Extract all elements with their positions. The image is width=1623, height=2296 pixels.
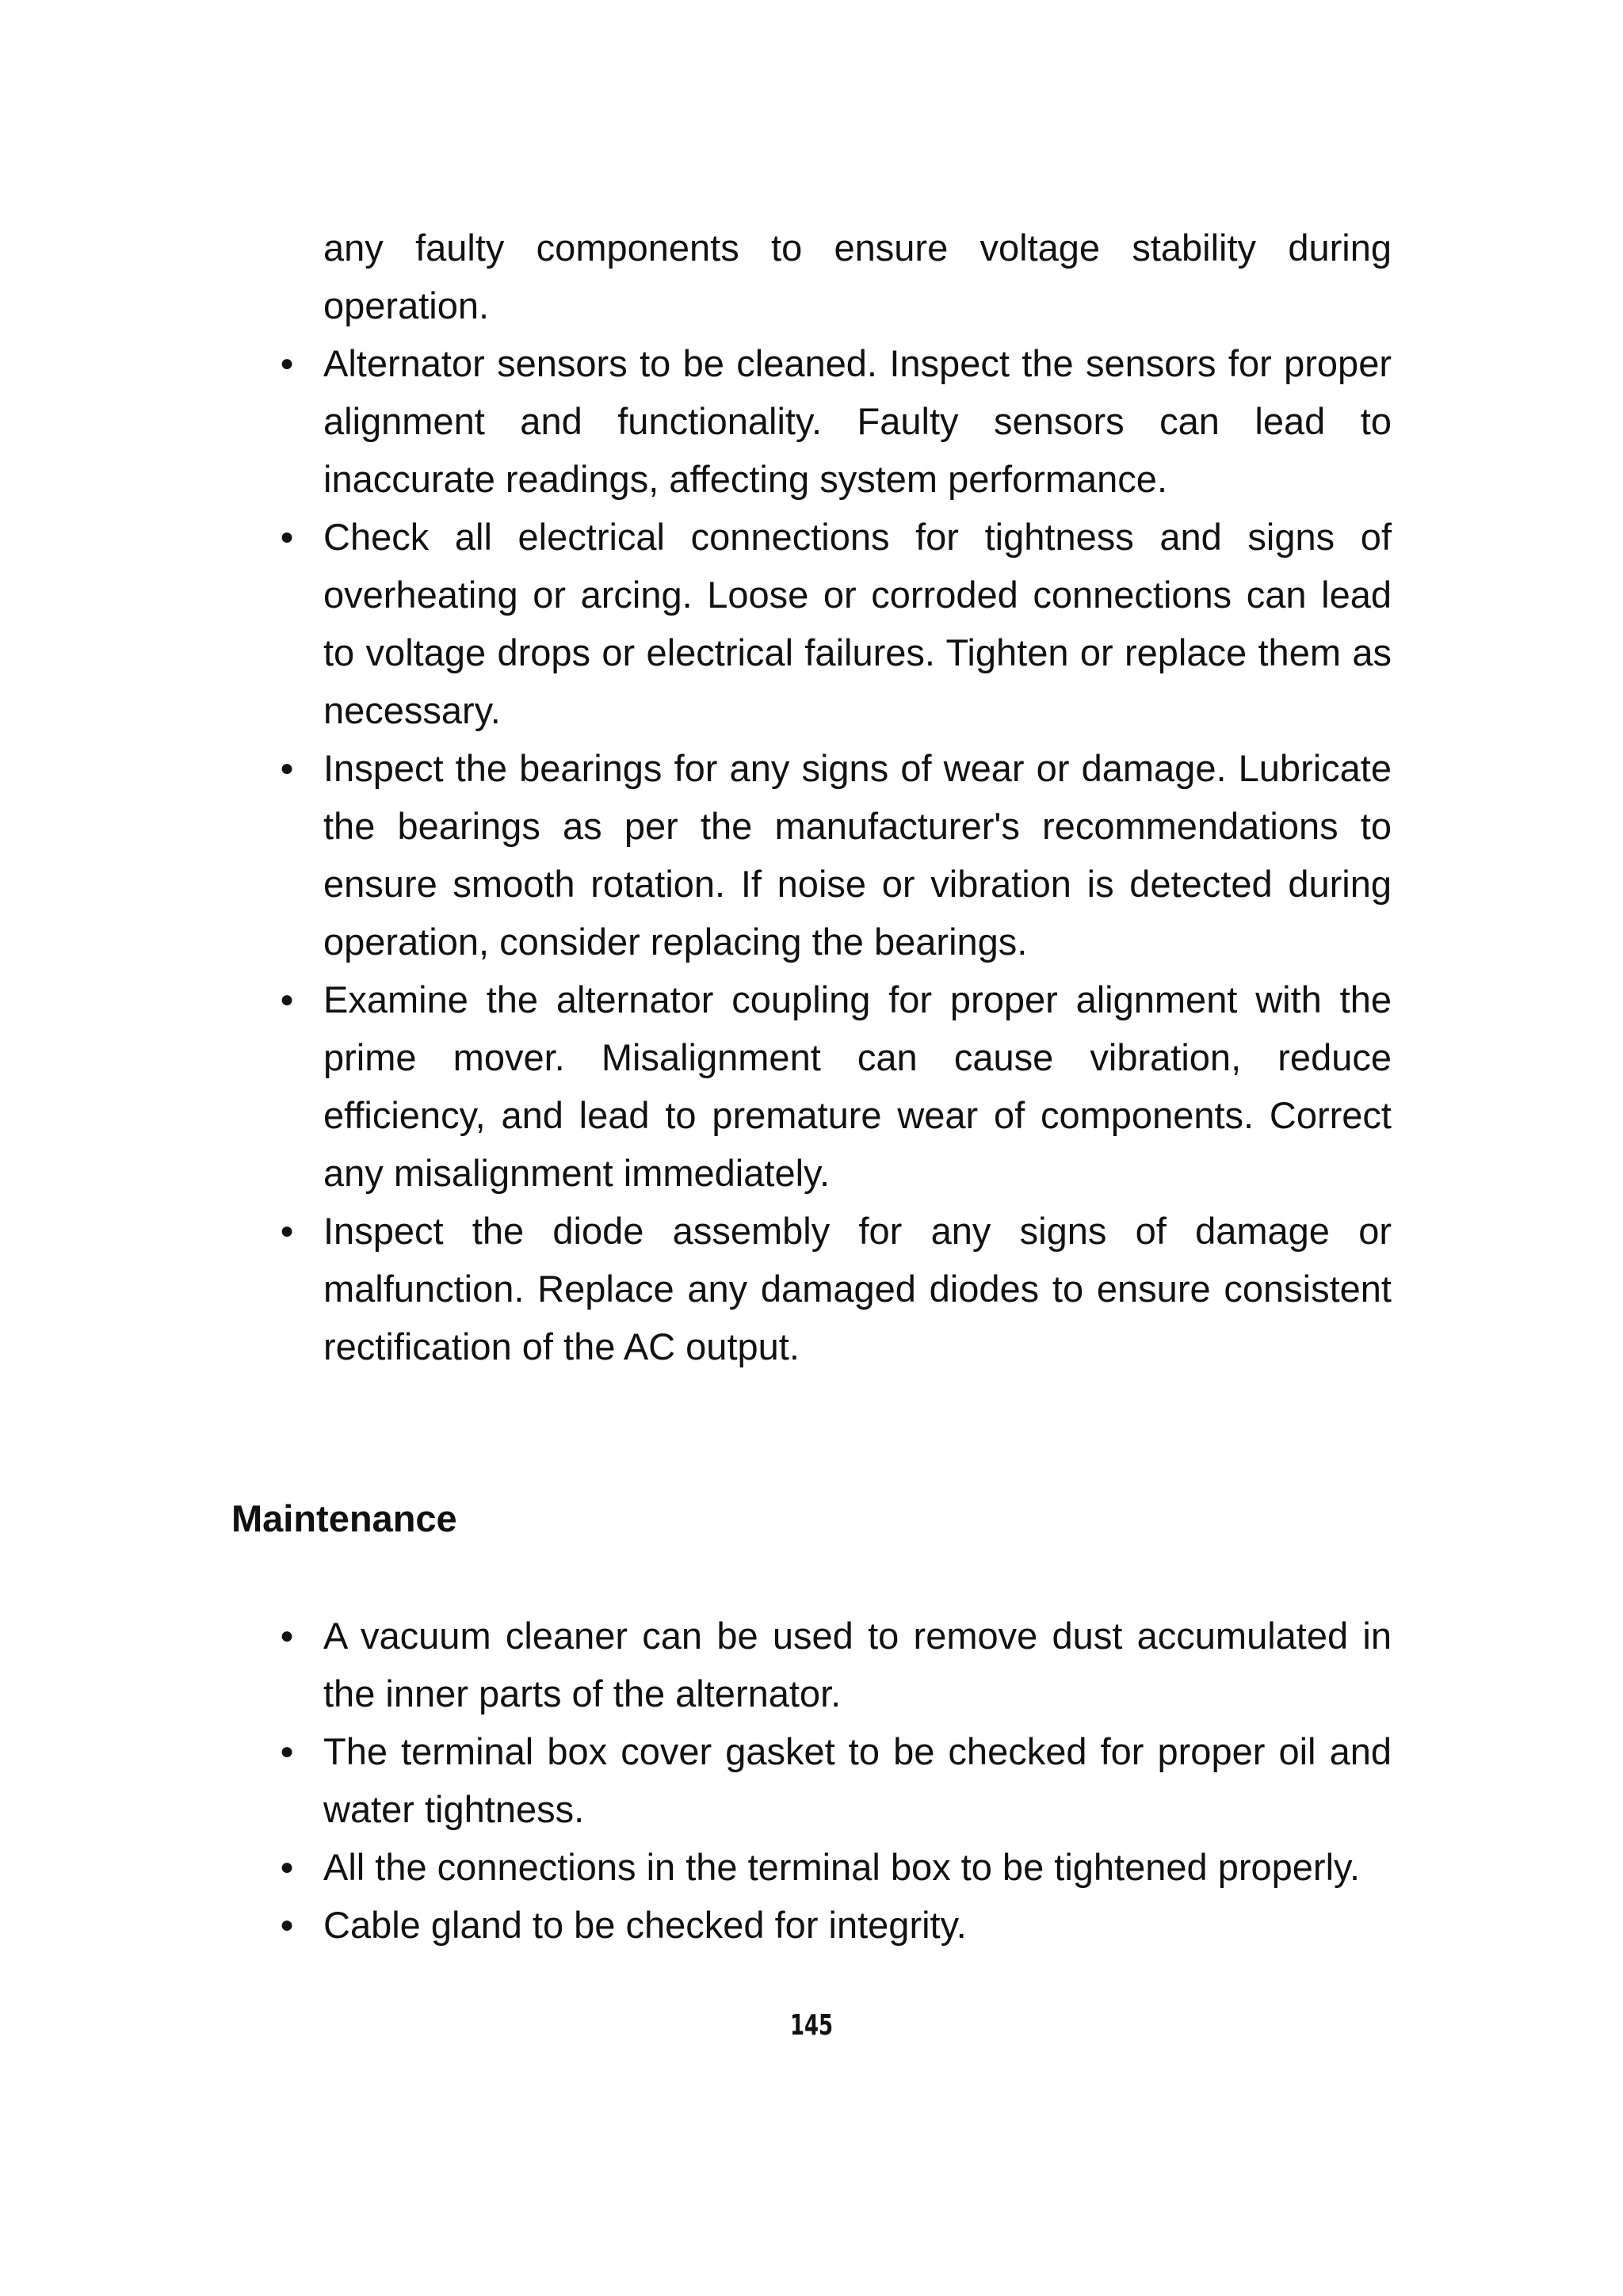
list-item: ● Cable gland to be checked for integrity. — [323, 1896, 1392, 1954]
list-item: ● Inspect the bearings for any signs of wear or damage. Lubricate the bearings as per the manufacturer's recommendations to ensure smooth rotation. If noise or vibration is detected during operation, consider replacing the bearings. — [323, 739, 1392, 971]
list-item: ● Alternator sensors to be cleaned. Inspect the sensors for proper alignment and functionality. Faulty sensors can lead to inaccurate readings, affecting system performance. — [323, 334, 1392, 508]
page-number: 145 — [789, 2009, 834, 2042]
list-item: ● A vacuum cleaner can be used to remove dust accumulated in the inner parts of the alternator. — [323, 1607, 1392, 1722]
list-item: ● Inspect the diode assembly for any signs of damage or malfunction. Replace any damaged diodes to ensure consistent rectification of the AC output. — [323, 1202, 1392, 1375]
maintenance-heading: Maintenance — [231, 1497, 457, 1539]
inspection-list — [323, 219, 1392, 1375]
list-item: ● Check all electrical connections for tightness and signs of overheating or arcing. Loose or corroded connections can lead to voltage drops or electrical failures. Tighten or replace them as necessary. — [323, 508, 1392, 739]
list-item: ● Examine the alternator coupling for proper alignment with the prime mover. Misalignment can cause vibration, reduce efficiency, and lead to premature wear of components. Correct any misalignment immediately. — [323, 971, 1392, 1202]
list-item: ● The terminal box cover gasket to be checked for proper oil and water tightness. — [323, 1722, 1392, 1838]
maintenance-list — [323, 1607, 1392, 1954]
list-item: ● All the connections in the terminal box to be tightened properly. — [323, 1838, 1392, 1896]
list-item-continuation: any faulty components to ensure voltage stability during operation. — [323, 227, 1392, 326]
